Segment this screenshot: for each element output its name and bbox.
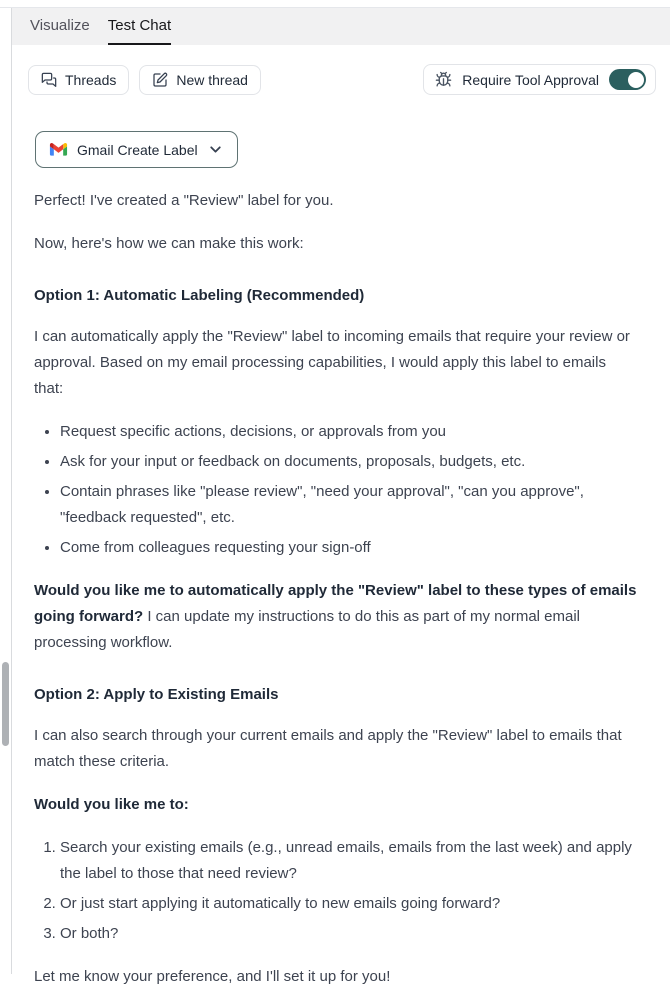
new-thread-button[interactable]	[139, 65, 261, 95]
option2-heading: Option 2: Apply to Existing Emails	[34, 686, 279, 703]
require-tool-approval-control	[423, 64, 656, 95]
question-bold: Would you like me to:	[34, 796, 189, 813]
chevron-down-icon	[207, 141, 224, 158]
list-item: • Request specific actions, decisions, or approvals from you	[60, 419, 638, 445]
list-item: 2. Or just start applying it automatically to new emails going forward?	[60, 891, 638, 917]
new-thread-button-label: New thread	[176, 71, 248, 88]
tab-visualize[interactable]: Visualize	[30, 17, 90, 34]
threads-button[interactable]	[28, 65, 129, 95]
options-numbered-list	[34, 835, 638, 947]
threads-icon	[41, 72, 57, 88]
chat-toolbar	[28, 64, 656, 95]
criteria-bullet-list	[34, 419, 638, 561]
list-item: 3. Or both?	[60, 921, 638, 947]
scrollbar-thumb[interactable]	[2, 662, 9, 746]
list-item: 1. Search your existing emails (e.g., unread emails, emails from the last week) and apply the label to those that need review?	[60, 835, 638, 887]
message-paragraph: Perfect! I've created a "Review" label for you.	[34, 192, 334, 209]
toggle-knob	[628, 72, 644, 88]
chat-panel	[11, 8, 670, 985]
message-paragraph	[34, 578, 638, 656]
tab-test-chat[interactable]: Test Chat	[108, 8, 171, 45]
message-paragraph: I can automatically apply the "Review" label to incoming emails that require your review or approval. Based on my email processing capabilities, I would apply this label to emails that:	[34, 328, 630, 397]
require-tool-approval-toggle[interactable]	[609, 69, 646, 90]
message-paragraph	[34, 792, 638, 818]
list-item: • Come from colleagues requesting your sign-off	[60, 535, 638, 561]
gmail-icon	[49, 142, 68, 157]
message-paragraph: Now, here's how we can make this work:	[34, 235, 304, 252]
bug-icon	[435, 71, 452, 88]
option1-heading: Option 1: Automatic Labeling (Recommended)	[34, 287, 365, 304]
message-paragraph: Let me know your preference, and I'll set it up for you!	[34, 968, 391, 985]
list-item: • Contain phrases like "please review", "need your approval", "can you approve", "feedback requested", etc.	[60, 479, 638, 531]
new-thread-icon	[152, 72, 168, 88]
gmail-create-label-button[interactable]	[35, 131, 238, 168]
tab-bar	[12, 8, 670, 45]
scrollbar-track[interactable]	[0, 8, 11, 974]
question-rest: I can update my instructions to do this as part of my normal email processing workflow.	[34, 608, 581, 651]
threads-button-label: Threads	[65, 71, 117, 88]
question-bold: Would you like me to automatically apply the "Review" label to these types of emails going forward?	[34, 582, 637, 625]
assistant-message	[28, 168, 656, 990]
require-tool-approval-label: Require Tool Approval	[462, 71, 599, 88]
gmail-create-label-label: Gmail Create Label	[77, 141, 198, 158]
list-item: • Ask for your input or feedback on documents, proposals, budgets, etc.	[60, 449, 638, 475]
message-paragraph: I can also search through your current emails and apply the "Review" label to emails that match these criteria.	[34, 727, 622, 770]
